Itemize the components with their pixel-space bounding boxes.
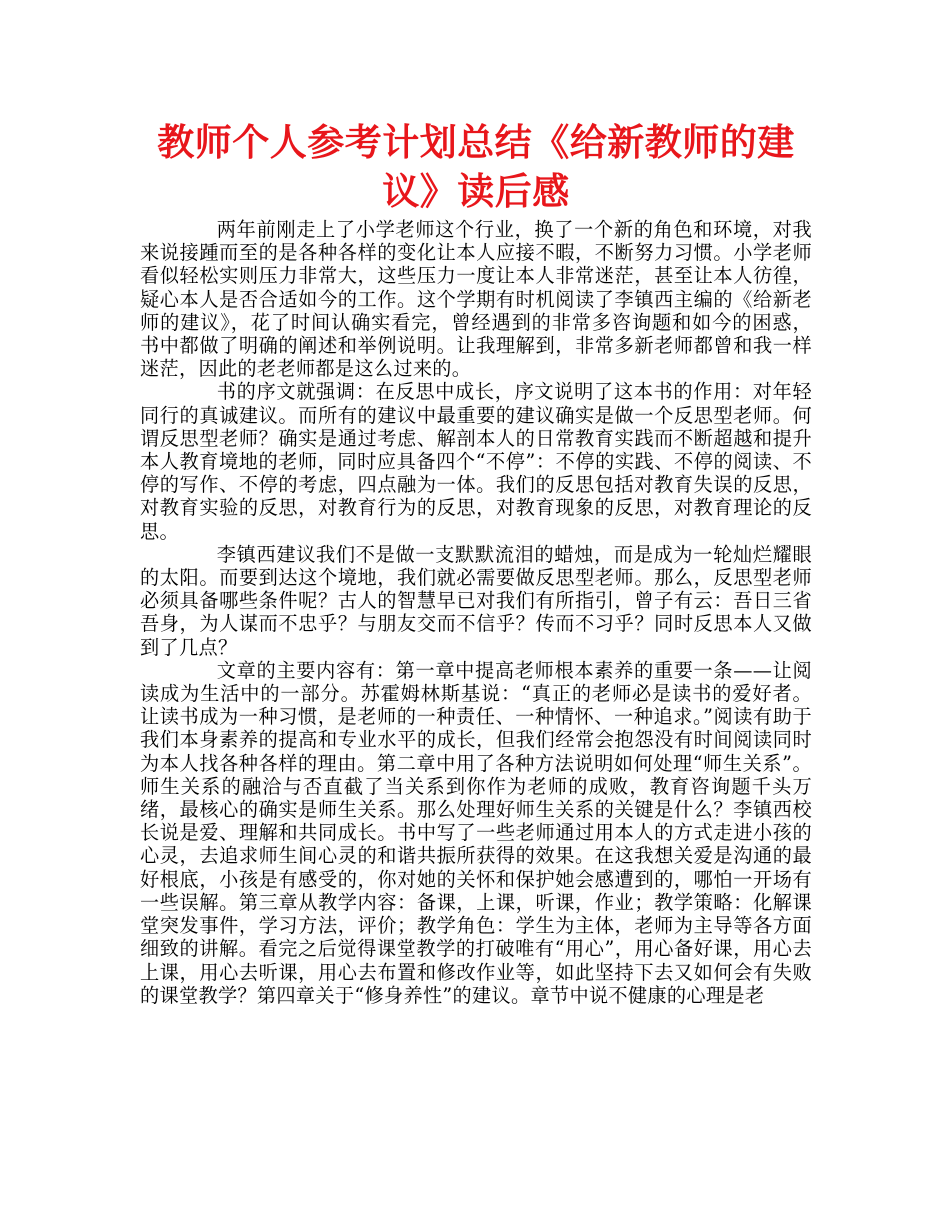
- paragraph-4: 文章的主要内容有：第一章中提高老师根本素养的重要一条——让阅读成为生活中的一部分。苏霍姆林斯基说：“真正的老师必是读书的爱好者。让读书成为一种习惯，是老师的一种责任、一种情怀、一种追求。”阅读有助于我们本身素养的提高和专业水平的成长，但我们经常会抱怨没有时间阅读同时为本人找各种各样的理由。第二章中用了各种方法说明如何处理“师生关系”。师生关系的融洽与否直截了当关系到你作为老师的成败，教育咨询题千头万绪，最核心的确实是师生关系。那么处理好师生关系的关键是什么？李镇西校长说是爱、理解和共同成长。书中写了一些老师通过用本人的方式走进小孩的心灵，去追求师生间心灵的和谐共振所获得的效果。在这我想关爱是沟通的最好根底，小孩是有感受的，你对她的关怀和保护她会感遭到的，哪怕一开场有一些误解。第三章从教学内容：备课，上课，听课，作业；教学策略：化解课堂突发事件，学习方法，评价；教学角色：学生为主体，老师为主导等各方面细致的讲解。看完之后觉得课堂教学的打破唯有“用心”，用心备好课，用心去上课，用心去听课，用心去布置和修改作业等，如此坚持下去又如何会有失败的课堂教学？第四章关于“修身养性”的建议。章节中说不健康的心理是老: [140, 658, 812, 1007]
- paragraph-3: 李镇西建议我们不是做一支默默流泪的蜡烛，而是成为一轮灿烂耀眼的太阳。而要到达这个境地，我们就必需要做反思型老师。那么，反思型老师必须具备哪些条件呢？古人的智慧早已对我们有所指引，曾子有云：吾日三省吾身，为人谋而不忠乎？与朋友交而不信乎？传而不习乎？同时反思本人又做到了几点？: [140, 542, 812, 659]
- paragraph-2: 书的序文就强调：在反思中成长，序文说明了这本书的作用：对年轻同行的真诚建议。而所有的建议中最重要的建议确实是做一个反思型老师。何谓反思型老师？确实是通过考虑、解剖本人的日常教育实践而不断超越和提升本人教育境地的老师，同时应具备四个“不停”：不停的实践、不停的阅读、不停的写作、不停的考虑，四点融为一体。我们的反思包括对教育失误的反思，对教育实验的反思，对教育行为的反思，对教育现象的反思，对教育理论的反思。: [140, 380, 812, 543]
- document-title: 教师个人参考计划总结《给新教师的建议》读后感: [157, 121, 795, 213]
- document-body: [140, 218, 812, 1007]
- paragraph-1: 两年前刚走上了小学老师这个行业，换了一个新的角色和环境，对我来说接踵而至的是各种各样的变化让本人应接不暇，不断努力习惯。小学老师看似轻松实则压力非常大，这些压力一度让本人非常迷茫，甚至让本人彷徨，疑心本人是否合适如今的工作。这个学期有时机阅读了李镇西主编的《给新老师的建议》，花了时间认确实看完，曾经遇到的非常多咨询题和如今的困惑，书中都做了明确的阐述和举例说明。让我理解到，非常多新老师都曾和我一样迷茫，因此的老老师都是这么过来的。: [140, 218, 812, 381]
- document-page: [140, 118, 812, 1007]
